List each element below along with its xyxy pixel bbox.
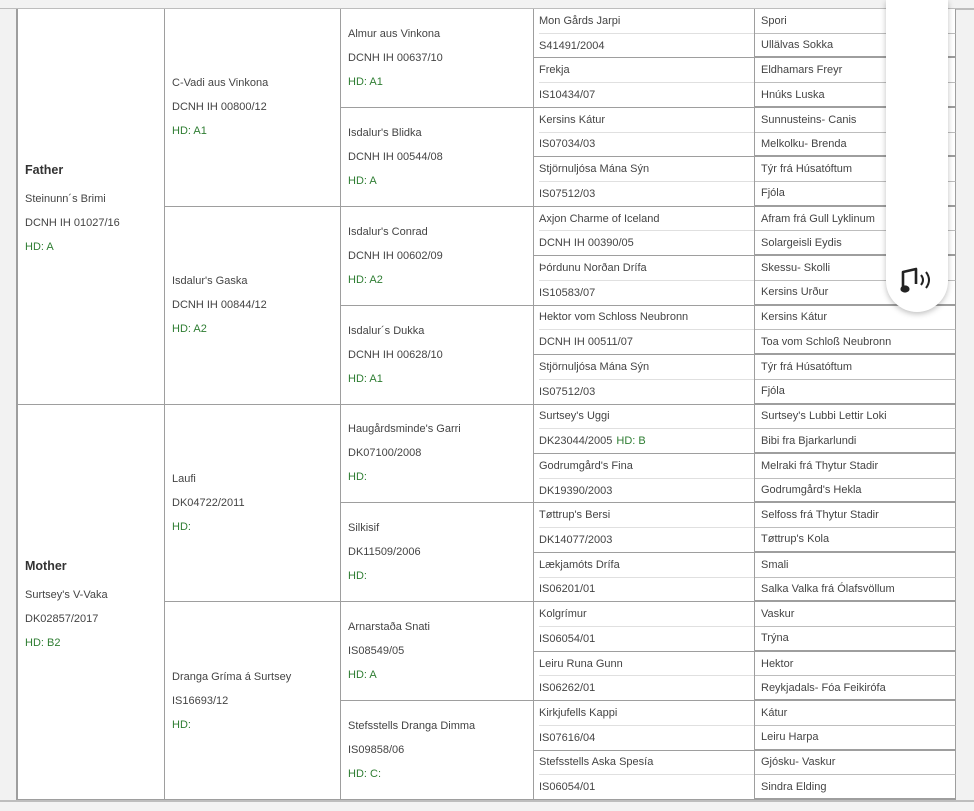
ancestor-cell [534,108,755,157]
ancestor-name-cell: Solargeisli Eydis [755,231,956,256]
dog-name: Silkisif [348,522,380,535]
dog-hd: HD: A2 [172,323,207,336]
dog-name: Mon Gårds Jarpi [539,14,621,27]
father-reg: DCNH IH 01027/16 [25,217,120,230]
dog-reg: IS16693/12 [172,694,229,707]
dog-reg: IS06262/01 [539,682,596,695]
ancestor-cell [534,157,755,206]
ancestor-name-cell: Toa vom Schloß Neubronn [755,330,956,355]
ancestor-name-cell: Eldhamars Freyr [755,58,956,83]
father-cell [18,9,165,405]
mother-label: Mother [25,558,67,573]
ancestor-name-cell: Týr frá Húsatóftum [755,157,956,182]
dog-reg-line [539,181,754,206]
ancestor-name-cell: Kersins Kátur [755,306,956,331]
ancestor-name-cell: Gjósku- Vaskur [755,751,956,776]
dog-reg: IS07616/04 [539,731,596,744]
dog-name: Isdalur´s Dukka [348,324,425,337]
ancestor-name-cell: Skessu- Skolli [755,256,956,281]
mother-reg: DK02857/2017 [25,612,99,625]
father-name: Steinunn´s Brimi [25,193,106,206]
ancestor-cell [534,405,755,454]
dog-name: Tøttrup's Bersi [539,509,611,522]
ancestor-name-cell: Trýna [755,627,956,652]
great-grandparent-cell [341,503,534,602]
dog-reg: DK07100/2008 [348,447,422,460]
dog-hd: HD: [348,471,367,484]
dog-reg-line [539,82,754,107]
father-hd: HD: A [25,241,54,254]
dog-name: Haugårdsminde's Garri [348,423,461,436]
dog-reg: IS08549/05 [348,645,405,658]
dog-hd: HD: A2 [348,273,383,286]
great-grandparent-cell [341,207,534,306]
dog-name: Stjörnuljósa Mána Sýn [539,163,650,176]
dog-reg: IS07034/03 [539,138,596,151]
dog-name: Leiru Runa Gunn [539,657,623,670]
ancestor-name-cell: Surtsey's Lubbi Lettir Loki [755,405,956,430]
dog-reg: DCNH IH 00511/07 [539,336,633,349]
ancestor-name-cell: Godrumgård's Hekla [755,479,956,504]
dog-name: Stefsstells Aska Spesía [539,756,654,769]
dog-reg: DK14077/2003 [539,533,613,546]
ancestor-name-cell: Kátur [755,701,956,726]
ancestor-name-cell: Smali [755,553,956,578]
dog-name: Stjörnuljósa Mána Sýn [539,360,650,373]
dog-reg-line [539,132,754,157]
dog-hd: HD: [348,570,367,583]
dog-name: Isdalur's Conrad [348,225,428,238]
dog-reg-line [539,33,754,58]
speaker-music-icon [897,264,937,298]
dog-hd: HD: A1 [348,372,383,385]
ancestor-name-cell: Spori [755,9,956,34]
ancestor-name-cell: Melkolku- Brenda [755,133,956,158]
dog-hd: HD: A [348,669,377,682]
mother-cell [18,405,165,801]
ancestor-name-cell: Leiru Harpa [755,726,956,751]
mother-name: Surtsey's V-Vaka [25,588,108,601]
dog-name: Isdalur's Gaska [172,275,248,288]
dog-reg: DCNH IH 00800/12 [172,101,267,114]
dog-hd: HD: A1 [348,75,383,88]
ancestor-name-cell: Sunnusteins- Canis [755,108,956,133]
grandparent-cell [165,9,341,207]
great-grandparent-cell [341,108,534,207]
ancestor-name-cell: Salka Valka frá Ólafsvöllum [755,578,956,603]
audio-button[interactable] [886,0,948,312]
dog-reg-line [539,478,754,503]
ancestor-name-cell: Kersins Urður [755,281,956,306]
dog-reg: DK04722/2011 [172,496,245,509]
dog-hd: HD: [172,520,191,533]
dog-reg-line [539,675,754,700]
dog-reg-line [539,230,754,255]
ancestor-name-cell: Fjóla [755,380,956,405]
dog-reg: DK19390/2003 [539,484,613,497]
dog-hd: HD: [172,718,191,731]
dog-name: Frekja [539,64,570,77]
dog-reg: DCNH IH 00602/09 [348,249,443,262]
dog-name: Arnarstaða Snati [348,621,430,634]
dog-reg-line [539,428,754,453]
dog-name: Godrumgård's Fina [539,459,633,472]
dog-reg-line [539,527,754,552]
ancestor-cell [534,306,755,355]
ancestor-name-cell: Týr frá Húsatóftum [755,355,956,380]
dog-name: Lækjamóts Drífa [539,558,620,571]
dog-name: Axjon Charme of Iceland [539,212,660,225]
dog-reg: DK23044/2005 [539,435,613,448]
dog-reg: DK11509/2006 [348,546,421,559]
ancestor-cell [534,751,755,800]
ancestor-name-cell: Fjóla [755,182,956,207]
dog-name: Kersins Kátur [539,113,606,126]
dog-reg: IS06054/01 [539,781,596,794]
dog-reg: DCNH IH 00844/12 [172,299,267,312]
dog-name: Stefsstells Dranga Dimma [348,720,476,733]
dog-reg-line [539,577,754,602]
dog-reg: DCNH IH 00390/05 [539,237,634,250]
dog-hd: HD: A1 [172,125,207,138]
dog-name: Almur aus Vinkona [348,27,441,40]
ancestor-name-cell: Reykjadals- Fóa Feikirófa [755,676,956,701]
ancestor-cell [534,355,755,404]
father-label: Father [25,163,64,178]
ancestor-cell [534,503,755,552]
mother-hd: HD: B2 [25,636,61,649]
dog-reg: IS07512/03 [539,187,596,200]
ancestor-name-cell: Melraki frá Thytur Stadir [755,454,956,479]
grandparent-cell [165,405,341,603]
dog-reg: IS09858/06 [348,744,405,757]
great-grandparent-cell [341,602,534,701]
ancestor-name-cell: Vaskur [755,602,956,627]
dog-name: Surtsey's Uggi [539,410,610,423]
grandparent-cell [165,602,341,800]
ancestor-cell [534,553,755,602]
ancestor-cell [534,207,755,256]
pedigree-table [17,9,955,800]
dog-reg: DCNH IH 00544/08 [348,150,443,163]
dog-hd: HD: A [348,174,377,187]
ancestor-name-cell: Hnúks Luska [755,83,956,108]
great-grandparent-cell [341,701,534,800]
dog-hd: HD: C: [348,768,381,781]
ancestor-cell [534,454,755,503]
ancestor-name-cell: Sindra Elding [755,775,956,800]
left-strip [0,9,17,800]
dog-name: C-Vadi aus Vinkona [172,77,269,90]
dog-name: Kirkjufells Kappi [539,706,618,719]
dog-reg: S41491/2004 [539,39,605,52]
dog-reg: DCNH IH 00637/10 [348,51,443,64]
dog-reg: IS10583/07 [539,286,596,299]
dog-reg: IS07512/03 [539,385,596,398]
dog-reg: DCNH IH 00628/10 [348,348,443,361]
dog-reg: IS10434/07 [539,89,596,102]
dog-name: Laufi [172,472,196,485]
ancestor-name-cell: Bibi fra Bjarkarlundi [755,429,956,454]
dog-name: Kolgrímur [539,608,587,621]
dog-hd: HD: B [616,435,646,448]
great-grandparent-cell [341,9,534,108]
great-grandparent-cell [341,405,534,504]
ancestor-cell [534,652,755,701]
ancestor-cell [534,9,755,58]
dog-name: Þórdunu Norðan Drífa [539,262,647,275]
dog-reg: IS06201/01 [539,583,596,596]
dog-name: Isdalur's Blidka [348,126,422,139]
dog-reg-line [539,725,754,750]
ancestor-name-cell: Tøttrup's Kola [755,528,956,553]
dog-reg-line [539,379,754,404]
dog-reg-line [539,774,754,799]
ancestor-name-cell: Selfoss frá Thytur Stadir [755,503,956,528]
grandparent-cell [165,207,341,405]
ancestor-name-cell: Afram frá Gull Lyklinum [755,207,956,232]
ancestor-cell [534,602,755,651]
ancestor-cell [534,58,755,107]
great-grandparent-cell [341,306,534,405]
ancestor-cell [534,701,755,750]
bottom-rule [0,800,974,802]
dog-reg-line [539,626,754,651]
dog-reg: IS06054/01 [539,632,596,645]
dog-name: Dranga Gríma á Surtsey [172,670,292,683]
ancestor-name-cell: Ullälvas Sokka [755,34,956,59]
ancestor-name-cell: Hektor [755,652,956,677]
dog-reg-line [539,280,754,305]
dog-name: Hektor vom Schloss Neubronn [539,311,689,324]
dog-reg-line [539,329,754,354]
ancestor-cell [534,256,755,305]
